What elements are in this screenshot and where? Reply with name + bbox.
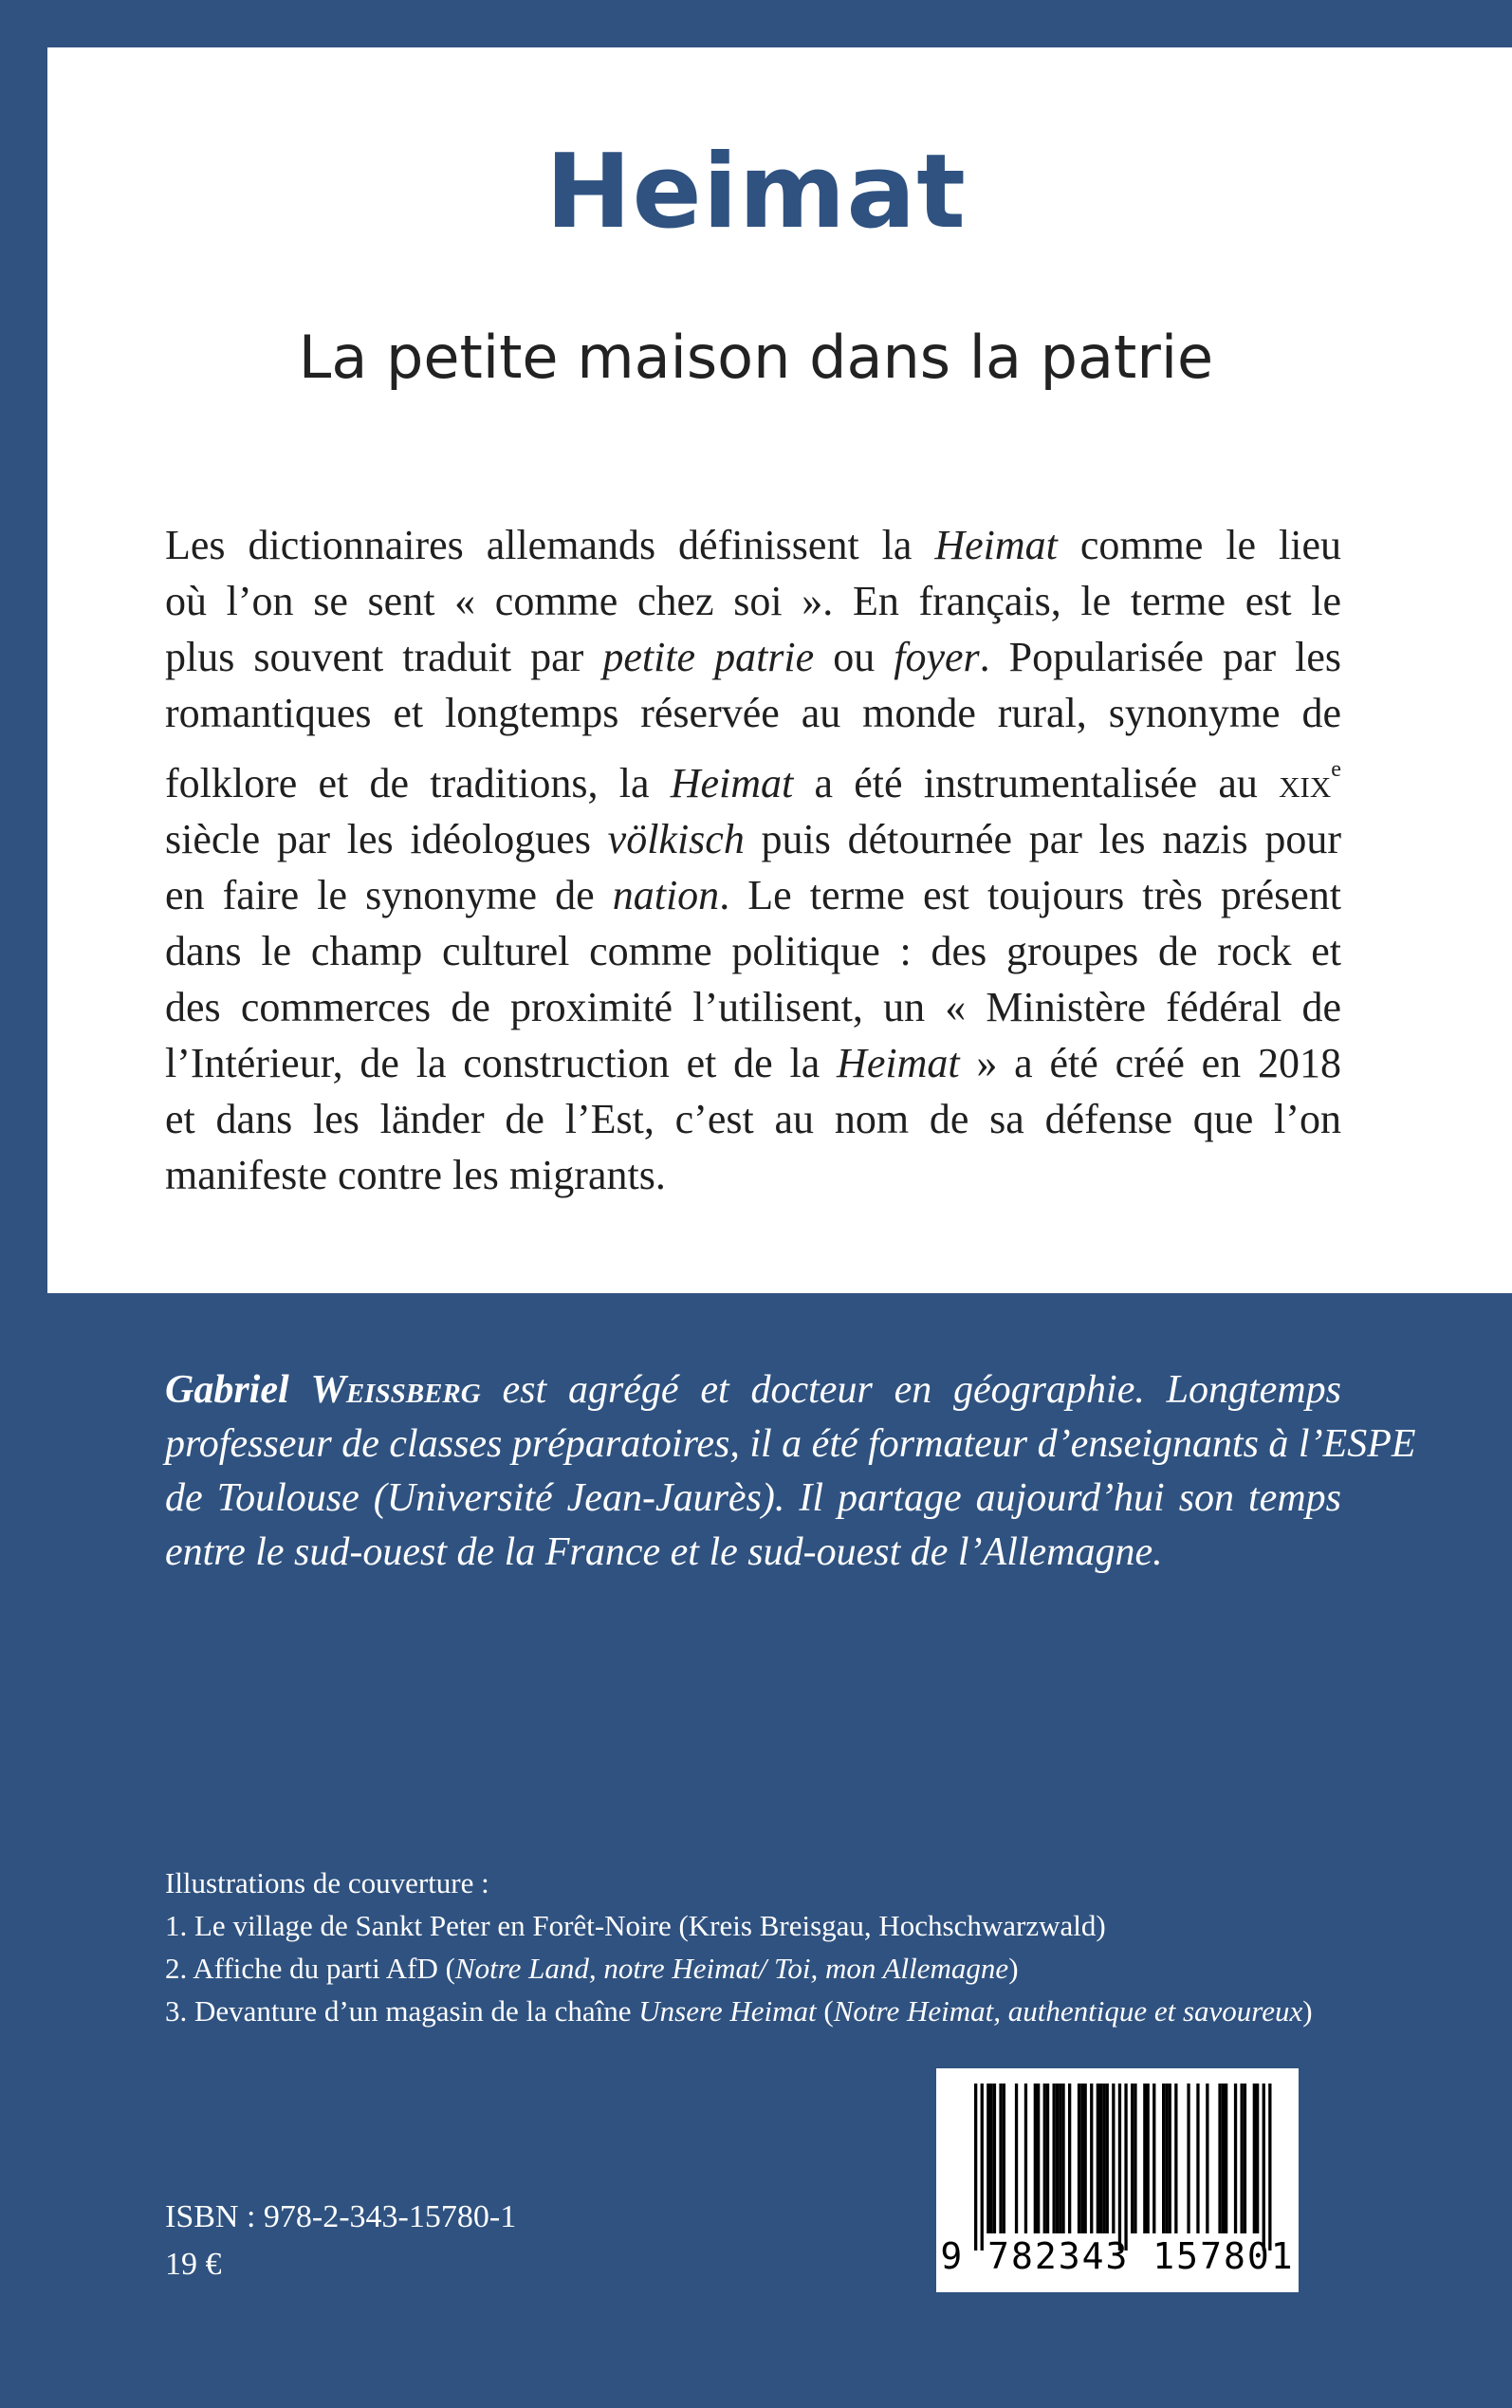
- barcode-bar: [1084, 2084, 1087, 2233]
- barcode-bar: [1015, 2084, 1018, 2233]
- barcode-bar: [999, 2084, 1002, 2233]
- blurb-line: folklore et de traditions, la Heimat a été instrumentalisée au xix$^e$: [165, 756, 1341, 806]
- blurb-line: des commerces de proximité l’utilisent, un « Ministère fédéral de: [165, 983, 1341, 1030]
- barcode-bar: [1263, 2084, 1265, 2251]
- barcode-bar: [1234, 2084, 1237, 2233]
- author_bio-line: entre le sud-ouest de la France et le sud-ouest de l’Allemagne.: [165, 1530, 1163, 1574]
- blurb-line: et dans les länder de l’Est, c’est au nom de sa défense que l’on: [165, 1095, 1341, 1142]
- barcode-bar: [1106, 2084, 1109, 2233]
- illustrations-line: 2. Affiche du parti AfD (Notre Land, notre Heimat/ Toi, mon Allemagne): [165, 1952, 1019, 1985]
- blurb-line: siècle par les idéologues völkisch puis détournée par les nazis pour: [165, 815, 1341, 862]
- cover-illustrations-credits: [165, 1862, 1313, 2032]
- barcode-bar: [974, 2084, 977, 2251]
- barcode-bar: [1196, 2084, 1199, 2233]
- barcode-bar: [1218, 2084, 1221, 2233]
- barcode-bar: [1053, 2084, 1056, 2233]
- isbn-number: ISBN : 978-2-343-15780-1: [165, 2199, 517, 2234]
- blurb-line: où l’on se sent « comme chez soi ». En français, le terme est le: [165, 578, 1341, 624]
- barcode-bar: [1187, 2084, 1189, 2233]
- barcode-bar: [1099, 2084, 1102, 2233]
- blurb-line: en faire le synonyme de nation. Le terme est toujours très présent: [165, 871, 1341, 918]
- barcode-bar: [1059, 2084, 1061, 2233]
- book-title: Heimat: [545, 133, 967, 251]
- barcode-bar: [1102, 2084, 1105, 2233]
- barcode-bar: [1124, 2084, 1127, 2251]
- barcode-bar: [1174, 2084, 1177, 2233]
- back-cover-blurb: [165, 517, 1341, 1203]
- barcode-bar: [1037, 2084, 1040, 2233]
- barcode-bar: [1134, 2084, 1136, 2233]
- barcode-bar: [1003, 2084, 1005, 2233]
- barcode-bar: [1043, 2084, 1046, 2233]
- barcode-bar: [1222, 2084, 1225, 2233]
- barcode-bar: [1078, 2084, 1080, 2233]
- barcode-bar: [1080, 2084, 1083, 2233]
- barcode-bar: [1147, 2084, 1150, 2233]
- barcode-bar: [1112, 2084, 1115, 2233]
- blurb-line: romantiques et longtemps réservée au monde rural, synonyme de: [165, 690, 1341, 736]
- isbn-block: [165, 2194, 516, 2288]
- blurb-line: plus souvent traduit par petite patrie ou foyer. Popularisée par les: [165, 634, 1342, 680]
- illustrations-line: 1. Le village de Sankt Peter en Forêt-Noire (Kreis Breisgau, Hochschwarzwald): [165, 1909, 1106, 1942]
- barcode-bar: [1162, 2084, 1165, 2233]
- author_bio-line: professeur de classes préparatoires, il a été formateur d’enseignants à l’ESPE: [165, 1422, 1416, 1466]
- barcode-bar: [986, 2084, 989, 2233]
- barcode-bar: [1143, 2084, 1146, 2233]
- barcode-bar: [1118, 2084, 1121, 2251]
- barcode-bar: [1152, 2084, 1155, 2233]
- price: 19 €: [165, 2247, 222, 2282]
- barcode-bar: [1056, 2084, 1059, 2233]
- blurb-line: Les dictionnaires allemands définissent la Heimat comme le lieu: [165, 522, 1342, 568]
- barcode-bar: [981, 2084, 984, 2251]
- author_bio-line: de Toulouse (Université Jean-Jaurès). Il partage aujourd’hui son temps: [165, 1476, 1341, 1520]
- author_bio-line: Gabriel Weissberg est agrégé et docteur en géographie. Longtemps: [165, 1368, 1341, 1412]
- barcode-bar: [1165, 2084, 1168, 2233]
- blurb-line: l’Intérieur, de la construction et de la Heimat » a été créé en 2018: [165, 1039, 1341, 1086]
- barcode-bar: [1169, 2084, 1171, 2233]
- blurb-line: manifeste contre les migrants.: [165, 1151, 666, 1198]
- barcode-bar: [1131, 2084, 1134, 2233]
- barcode-bar: [1268, 2084, 1271, 2251]
- blurb-line: dans le champ culturel comme politique : des groupes de rock et: [165, 927, 1341, 974]
- barcode-bar: [1046, 2084, 1049, 2233]
- barcode-bar: [990, 2084, 993, 2233]
- barcode-bar: [1241, 2084, 1244, 2233]
- illustrations-line: Illustrations de couverture :: [165, 1866, 489, 1899]
- barcode-bar: [1090, 2084, 1093, 2233]
- barcode-bar: [1225, 2084, 1227, 2233]
- barcode-bar: [1253, 2084, 1256, 2233]
- barcode: [936, 2068, 1299, 2292]
- book-subtitle: La petite maison dans la patrie: [298, 323, 1214, 392]
- barcode-bar: [1256, 2084, 1259, 2233]
- barcode-bar: [1097, 2084, 1099, 2233]
- illustrations-line: 3. Devanture d’un magasin de la chaîne Unsere Heimat (Notre Heimat, authentique et savoureux): [165, 1994, 1313, 2028]
- barcode-bar: [1068, 2084, 1071, 2233]
- barcode-bar: [1061, 2084, 1064, 2233]
- barcode-bar: [1244, 2084, 1246, 2233]
- barcode-bar: [1024, 2084, 1027, 2233]
- barcode-bar: [1034, 2084, 1037, 2233]
- barcode-bar: [1206, 2084, 1208, 2233]
- barcode-digits: 9 782343 157801: [940, 2235, 1295, 2277]
- author-bio: [165, 1363, 1416, 1580]
- barcode-bar: [993, 2084, 996, 2233]
